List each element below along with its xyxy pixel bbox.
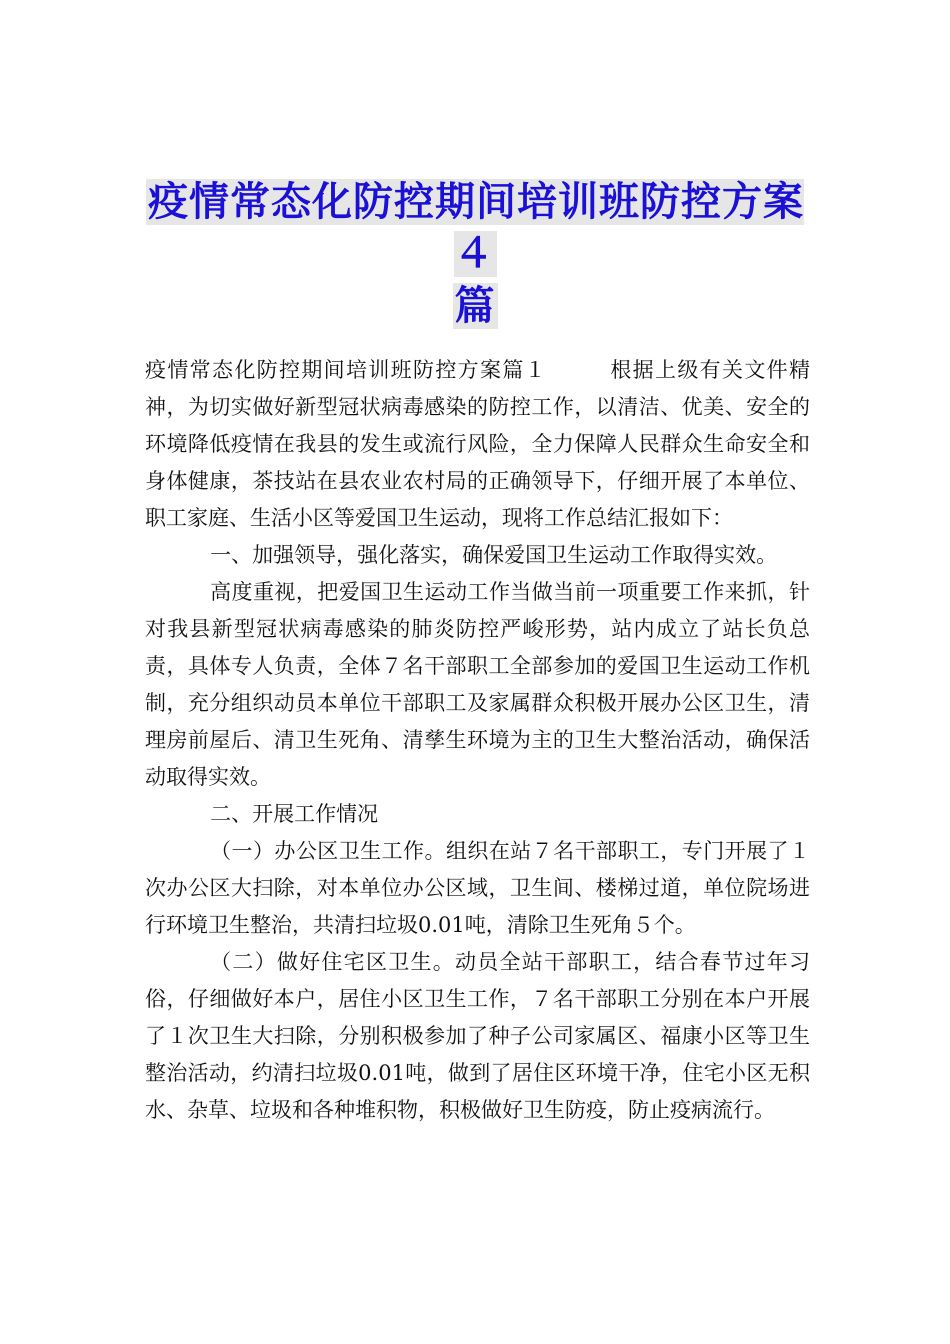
paragraph-3: 高度重视，把爱国卫生运动工作当做当前一项重要工作来抓，针对我县新型冠状病毒感染的肺炎防控严峻形势，站内成立了站长负总责，具体专人负责，全体７名干部职工全部参加的爱国卫生运动工作机制，充分组织动员本单位干部职工及家属群众积极开展办公区卫生，清理房前屋后、清卫生死角、清孳生环境为主的卫生大整治活动，确保活动取得实效。 — [145, 580, 810, 789]
paragraph-2: 一、加强领导，强化落实，确保爱国卫生运动工作取得实效。 — [210, 543, 778, 567]
paragraph-1-text: 根据上级有关文件精神，为切实做好新型冠状病毒感染的防控工作，以清洁、优美、安全的环境降低疫情在我县的发生或流行风险，全力保障人民群众生命安全和身体健康，茶技站在县农业农村局的正确领导下，仔细开展了本单位、职工家庭、生活小区等爱国卫生运动，现将工作总结汇报如下： — [145, 358, 810, 530]
paragraph-6: （二）做好住宅区卫生。动员全站干部职工，结合春节过年习俗，仔细做好本户，居住小区卫生工作，７名干部职工分别在本户开展了１次卫生大扫除，分别积极参加了种子公司家属区、福康小区等卫生整治活动，约清扫垃圾0.01吨，做到了居住区环境干净，住宅小区无积水、杂草、垃圾和各种堆积物，积极做好卫生防疫，防止疫病流行。 — [145, 950, 810, 1122]
title-line-1: 疫情常态化防控期间培训班防控方案４ — [148, 179, 804, 277]
title-line-2: 篇 — [454, 283, 496, 329]
document-body — [145, 352, 810, 1129]
section-heading: 疫情常态化防控期间培训班防控方案篇１ — [145, 358, 547, 382]
paragraph-4: 二、开展工作情况 — [210, 802, 379, 826]
document-title — [130, 176, 820, 332]
paragraph-5: （一）办公区卫生工作。组织在站７名干部职工，专门开展了１次办公区大扫除，对本单位办公区域，卫生间、楼梯过道，单位院场进行环境卫生整治，共清扫垃圾0.01吨，清除卫生死角５个。 — [145, 839, 810, 937]
paragraph-1 — [145, 352, 810, 537]
